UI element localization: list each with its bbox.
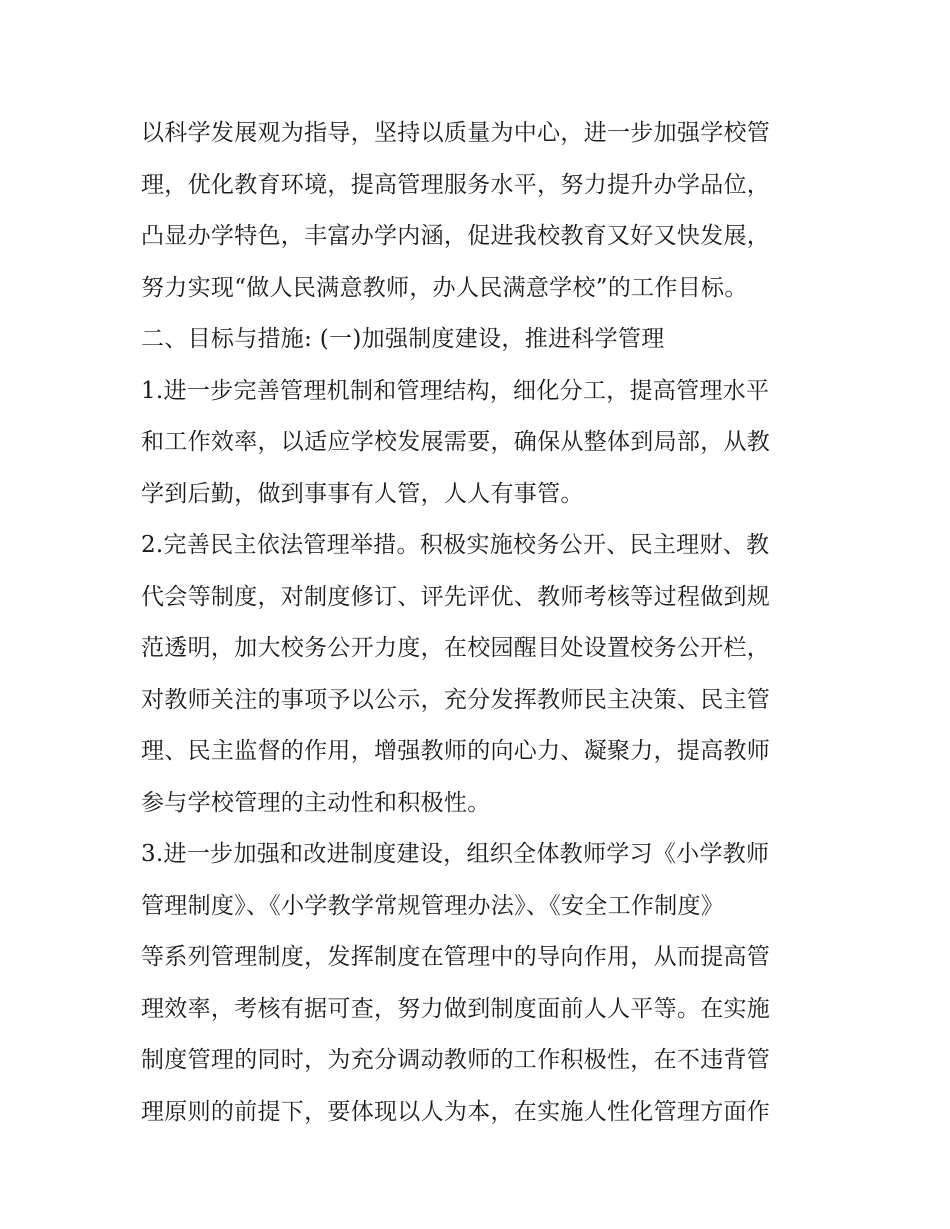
text-line: 凸显办学特色，丰富办学内涵，促进我校教育又好又快发展，: [141, 223, 771, 249]
document-body: [141, 108, 821, 1138]
text-line: 等系列管理制度，发挥制度在管理中的导向作用，从而提高管: [141, 944, 771, 970]
text-line: 3.进一步加强和改进制度建设，组织全体教师学习《小学教师: [141, 841, 770, 867]
text-line: 制度管理的同时，为充分调动教师的工作积极性，在不违背管: [141, 1047, 771, 1073]
text-line: 2.完善民主依法管理举措。积极实施校务公开、民主理财、教: [141, 532, 770, 558]
text-line: 理、民主监督的作用，增强教师的向心力、凝聚力，提高教师: [141, 738, 771, 764]
text-line: 努力实现“做人民满意教师，办人民满意学校”的工作目标。: [141, 274, 748, 301]
text-line: 对教师关注的事项予以公示，充分发挥教师民主决策、民主管: [141, 686, 771, 713]
text-line: 理效率，考核有据可查，努力做到制度面前人人平等。在实施: [141, 995, 771, 1022]
text-line: 以科学发展观为指导，坚持以质量为中心，进一步加强学校管: [141, 120, 771, 146]
text-line: 学到后勤，做到事事有人管，人人有事管。: [141, 480, 584, 507]
text-line: 和工作效率，以适应学校发展需要，确保从整体到局部，从教: [141, 429, 771, 455]
text-line: 1.进一步完善管理机制和管理结构，细化分工，提高管理水平: [141, 377, 770, 404]
text-line: 参与学校管理的主动性和积极性。: [141, 789, 491, 816]
text-line: 代会等制度，对制度修订、评先评优、教师考核等过程做到规: [141, 583, 771, 610]
text-line: 范透明，加大校务公开力度，在校园醒目处设置校务公开栏，: [141, 635, 771, 661]
text-line: 管理制度》、《小学教学常规管理办法》、《安全工作制度》: [141, 892, 725, 919]
text-line: 理原则的前提下，要体现以人为本，在实施人性化管理方面作: [141, 1098, 771, 1125]
section-heading: 二、目标与措施: (一)加强制度建设，推进科学管理: [141, 326, 665, 352]
text-line: 理，优化教育环境，提高管理服务水平，努力提升办学品位，: [141, 171, 771, 198]
